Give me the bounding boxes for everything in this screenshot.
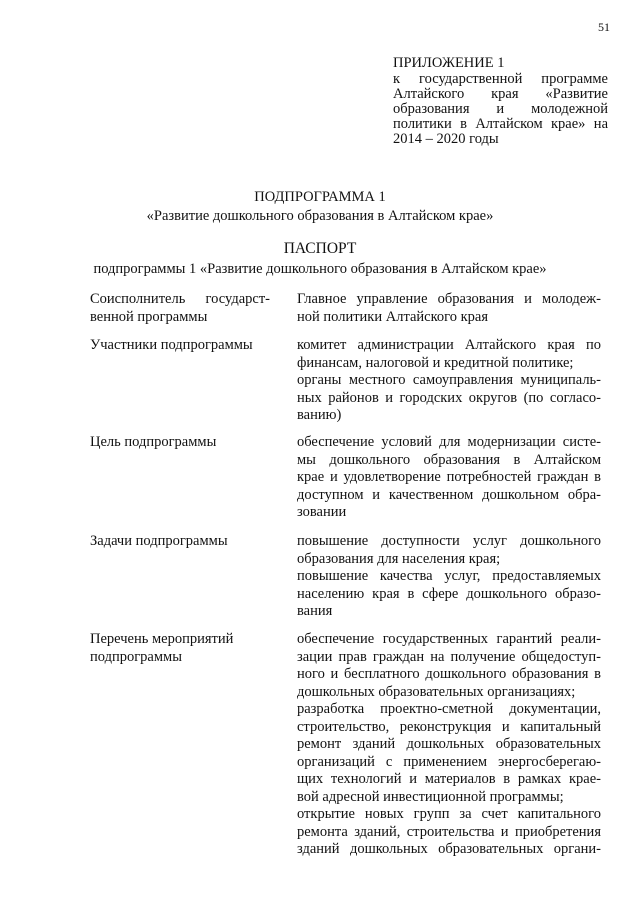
row-value-line: щих технологий и материалов в рамках крае-	[297, 771, 601, 787]
row-value-line: финансам, налоговой и кредитной политике;	[297, 354, 574, 371]
row-value-line: Главное управление образования и молодеж-	[297, 291, 601, 307]
subprogram-title: ПОДПРОГРАММА 1	[254, 189, 386, 205]
row-value-line: ремонта зданий, строительства и приобретения	[297, 823, 601, 840]
row-value-line: разработка проектно-сметной документации,	[297, 701, 601, 717]
row-value-line: вой адресной инвестиционной программы;	[297, 788, 564, 805]
row-value-line: повышение качества услуг, предоставляемых	[297, 568, 601, 584]
appendix-line: Алтайского края «Развитие	[393, 86, 608, 102]
page-number: 51	[598, 20, 610, 34]
row-value-line: населению края в сфере дошкольного образо-	[297, 585, 601, 602]
row-value	[297, 337, 601, 425]
row-value-line: зданий дошкольных образовательных органи-	[297, 841, 601, 857]
row-label	[90, 337, 270, 355]
row-value-line: мы дошкольного образования в Алтайском	[297, 451, 601, 468]
row-label-line: Цель подпрограммы	[90, 434, 217, 450]
passport-title: ПАСПОРТ	[283, 240, 357, 257]
row-value-line: ванию)	[297, 407, 342, 423]
row-label-line: Перечень мероприятий	[90, 631, 234, 647]
row-label	[90, 291, 270, 326]
subprogram-name: «Развитие дошкольного образования в Алтайском крае»	[146, 208, 494, 224]
row-value-line: вания	[297, 603, 333, 619]
row-value-line: повышение доступности услуг дошкольного	[297, 533, 601, 549]
row-value-line: организаций с применением энергосберегаю-	[297, 753, 601, 770]
row-value-line: ного и бесплатного дошкольного образования в	[297, 666, 601, 682]
row-label-line: венной программы	[90, 308, 208, 325]
row-value-line: зовании	[297, 504, 347, 520]
row-value-line: органы местного самоуправления муниципаль-	[297, 372, 601, 388]
row-label	[90, 434, 270, 452]
row-value-line: образования для населения края;	[297, 550, 501, 567]
row-value-line: доступном и качественном дошкольном обра-	[297, 486, 601, 503]
row-value-line: зации прав граждан на получение общедоступ-	[297, 648, 601, 665]
appendix-block	[393, 55, 608, 147]
row-label-line: Соисполнитель государст-	[90, 291, 270, 307]
row-label-line: Задачи подпрограммы	[90, 533, 228, 549]
row-label-line: подпрограммы	[90, 648, 182, 665]
row-value-line: обеспечение государственных гарантий реали-	[297, 631, 601, 647]
appendix-line: образования и молодежной	[393, 101, 608, 117]
row-value	[297, 291, 601, 326]
row-value-line: комитет администрации Алтайского края по	[297, 337, 601, 353]
row-value-line: крае и удовлетворение потребностей граждан в	[297, 469, 601, 485]
appendix-heading: ПРИЛОЖЕНИЕ 1	[393, 55, 505, 71]
row-value	[297, 533, 601, 621]
row-value	[297, 631, 601, 859]
appendix-line: политики в Алтайском крае» на	[393, 116, 608, 132]
row-label	[90, 533, 270, 551]
row-value-line: ных районов и городских округов (по согласо-	[297, 389, 601, 406]
row-value-line: открытие новых групп за счет капитального	[297, 806, 601, 822]
row-value	[297, 434, 601, 522]
passport-subtitle: подпрограммы 1 «Развитие дошкольного образования в Алтайском крае»	[93, 261, 547, 277]
row-value-line: ной политики Алтайского края	[297, 308, 489, 325]
appendix-line: к государственной программе	[393, 71, 608, 87]
row-value-line: ремонт зданий дошкольных образовательных	[297, 736, 601, 752]
row-value-line: дошкольных образовательных организациях;	[297, 683, 576, 700]
appendix-line: 2014 – 2020 годы	[393, 131, 499, 147]
row-value-line: строительство, реконструкция и капитальный	[297, 718, 601, 735]
row-value-line: обеспечение условий для модернизации систе-	[297, 434, 601, 450]
row-label	[90, 631, 270, 666]
row-label-line: Участники подпрограммы	[90, 337, 253, 353]
